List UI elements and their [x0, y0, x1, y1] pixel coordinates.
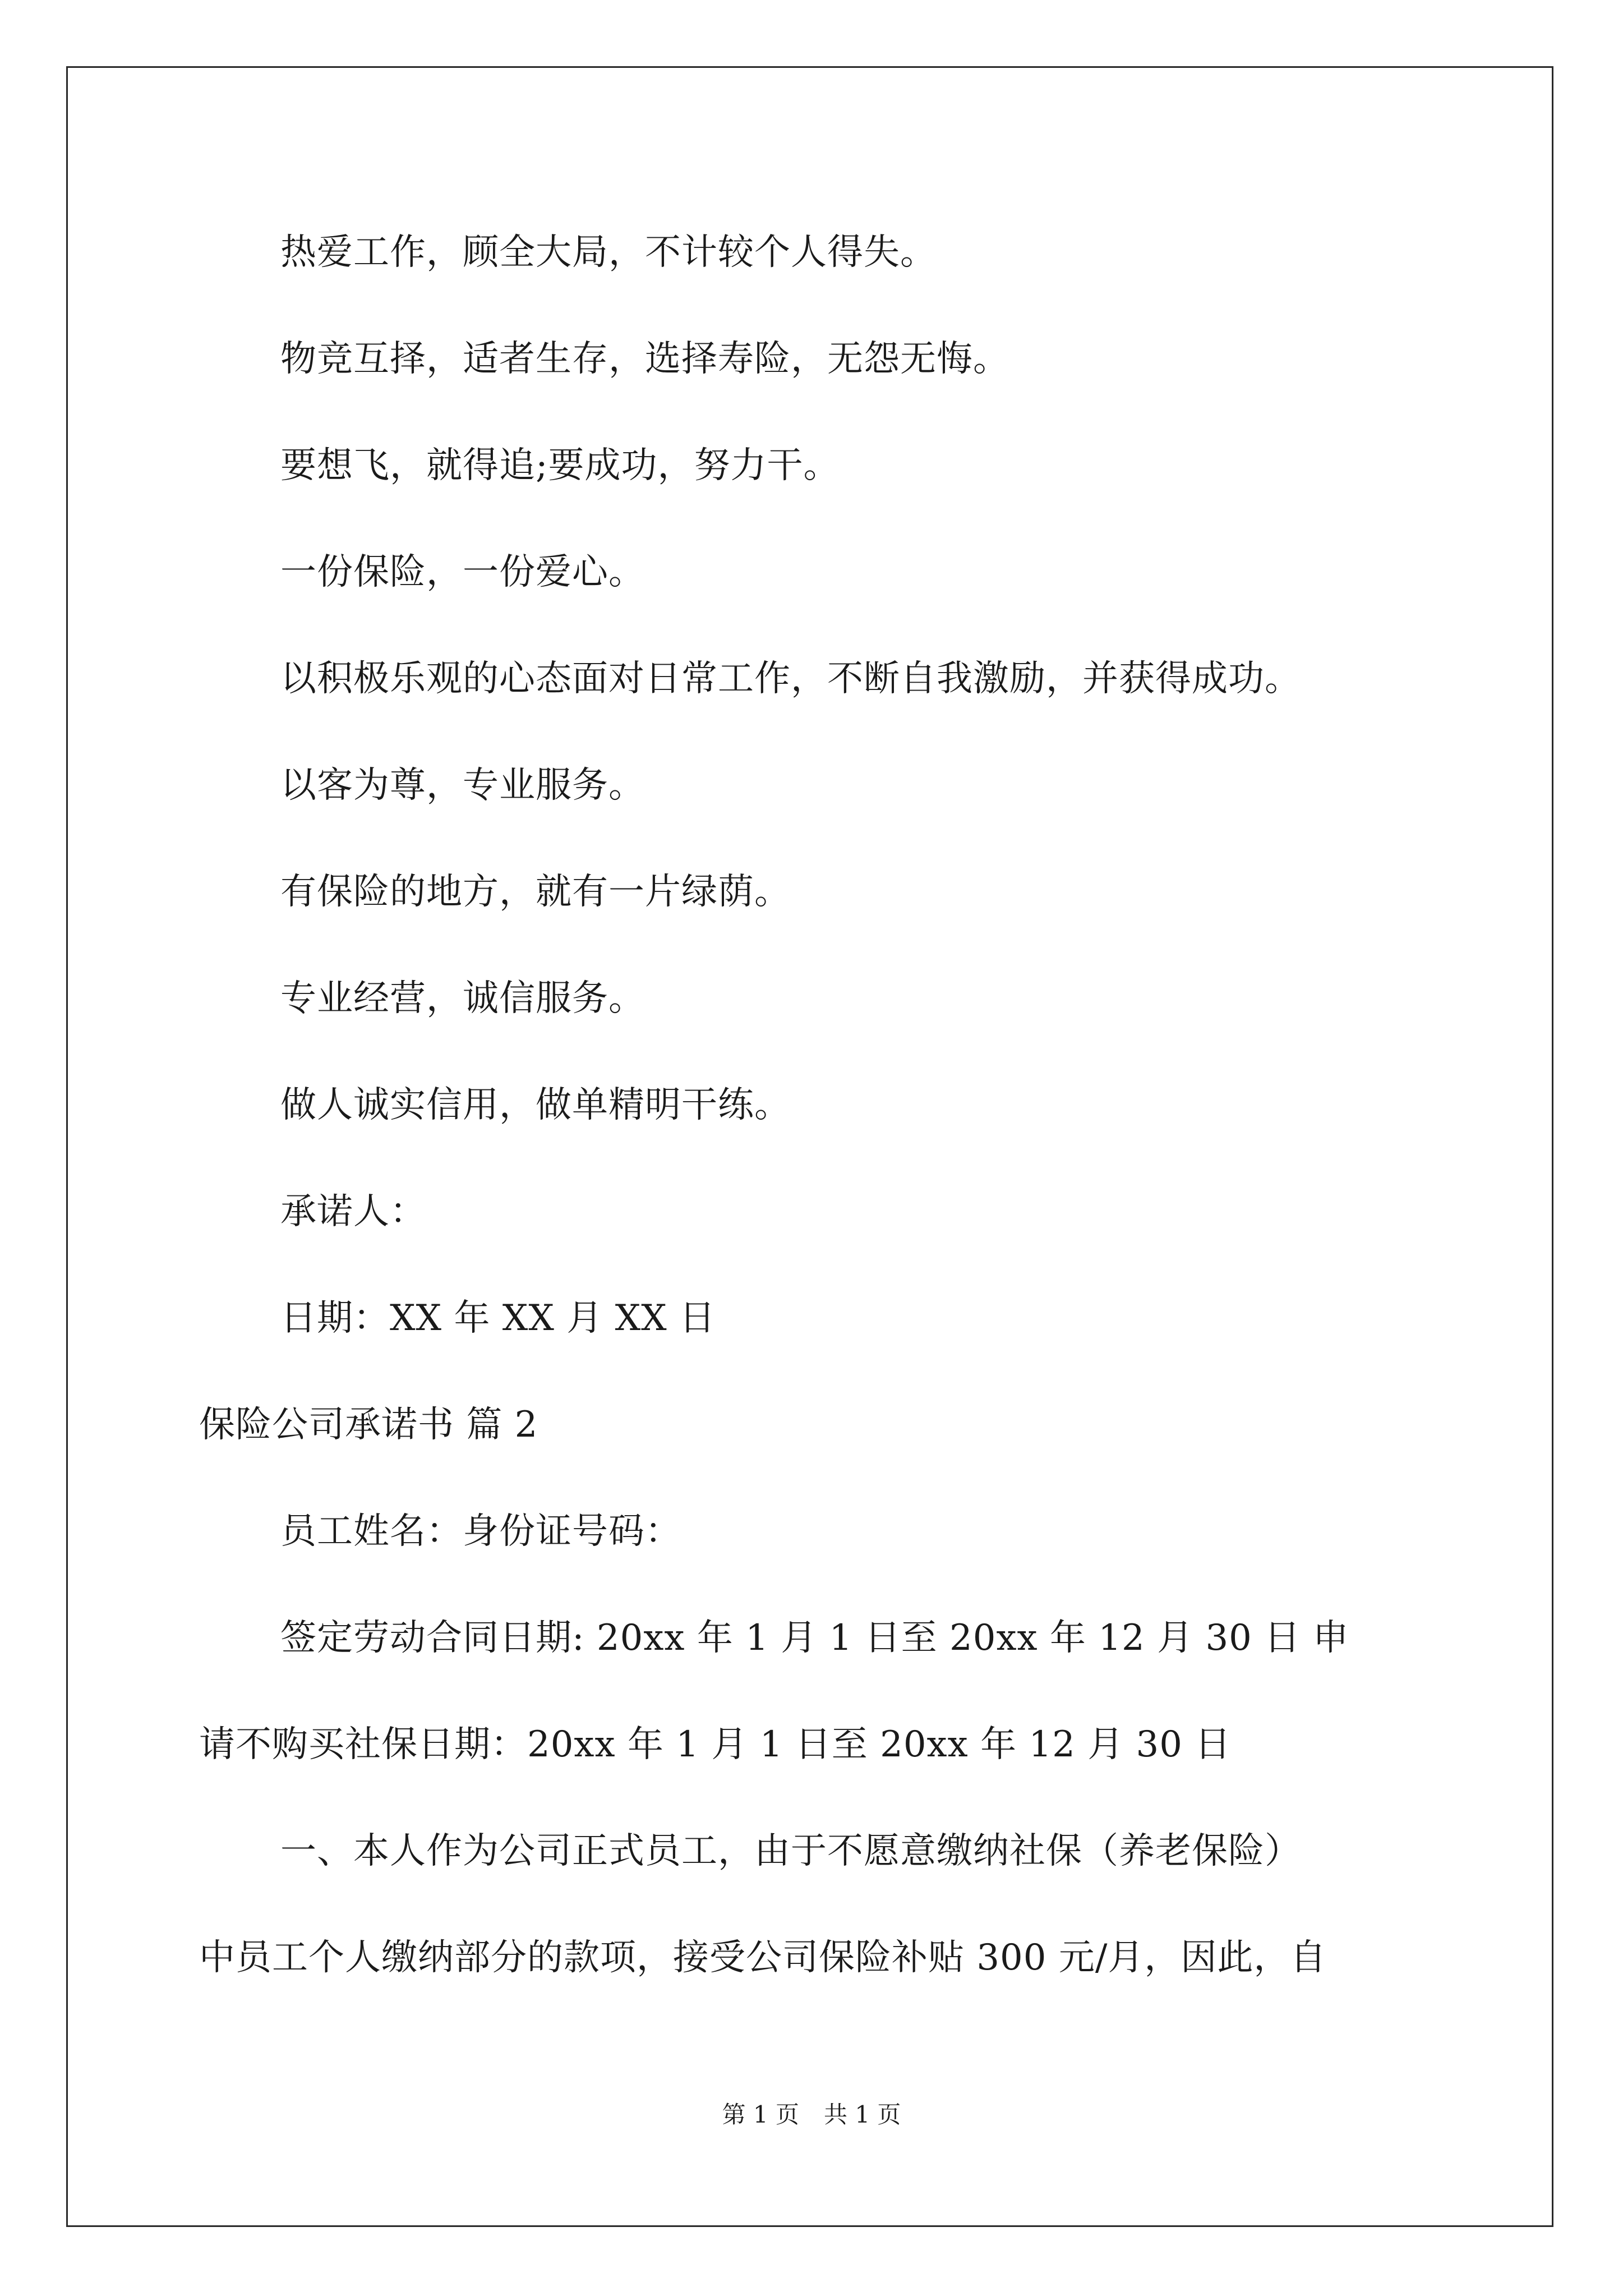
- slogan-line: 以积极乐观的心态面对日常工作，不断自我激励，并获得成功。: [280, 658, 1301, 700]
- page-number: 第 1 页: [722, 2101, 799, 2128]
- slogan-line: 以客为尊，专业服务。: [280, 765, 645, 806]
- employee-info-line: 员工姓名：身份证号码：: [280, 1511, 681, 1552]
- slogan-line: 一份保险，一份爱心。: [280, 551, 645, 593]
- page-frame: [66, 66, 1553, 2227]
- slogan-line: 有保险的地方，就有一片绿荫。: [280, 871, 791, 913]
- slogan-line: 热爱工作，顾全大局，不计较个人得失。: [280, 232, 937, 273]
- contract-date-line: 签定劳动合同日期: 20xx 年 1 月 1 日至 20xx 年 12 月 30 日 申: [280, 1617, 1349, 1659]
- clause-line: 一、本人作为公司正式员工，由于不愿意缴纳社保（养老保险）: [280, 1830, 1301, 1872]
- date-line: 日期：XX 年 XX 月 XX 日: [280, 1297, 716, 1339]
- slogan-line: 物竞互择，适者生存，选择寿险，无怨无悔。: [280, 338, 1009, 380]
- slogan-line: 专业经营，诚信服务。: [280, 978, 645, 1019]
- signatory-label: 承诺人：: [280, 1191, 426, 1232]
- slogan-line: 要想飞，就得追;要成功，努力干。: [280, 445, 840, 486]
- clause-line-continued: 中员工个人缴纳部分的款项，接受公司保险补贴 300 元/月，因此，自: [199, 1937, 1327, 1978]
- page-footer: [0, 2101, 1623, 2129]
- page-total: 共 1 页: [824, 2101, 901, 2128]
- section-heading: 保险公司承诺书 篇 2: [199, 1404, 538, 1446]
- slogan-line: 做人诚实信用，做单精明干练。: [280, 1084, 791, 1126]
- contract-date-line-continued: 请不购买社保日期：20xx 年 1 月 1 日至 20xx 年 12 月 30 日: [199, 1724, 1232, 1765]
